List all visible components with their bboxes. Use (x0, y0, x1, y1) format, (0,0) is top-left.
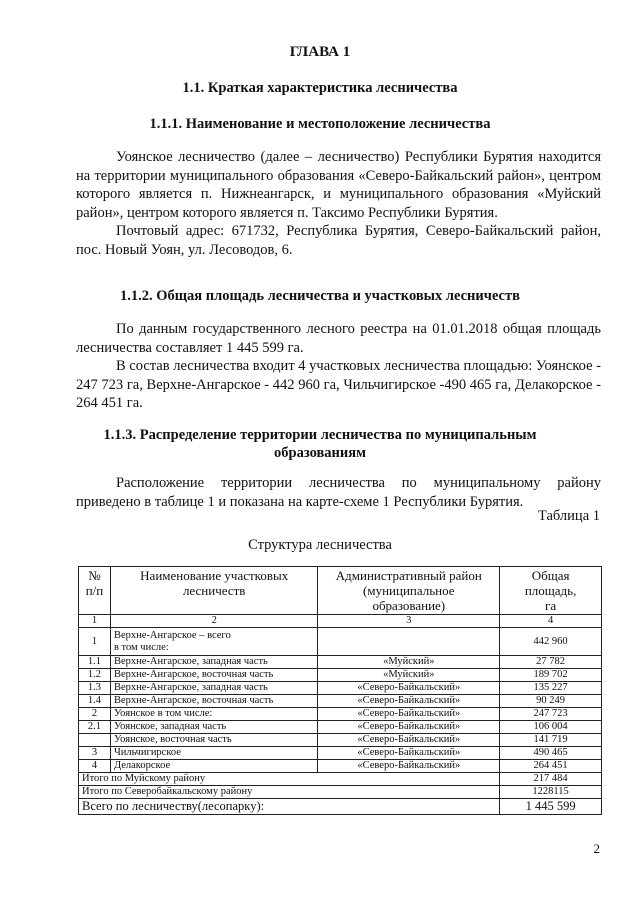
table-row: 1.4 Верхне-Ангарское, восточная часть «Северо-Байкальский» 90 249 (79, 695, 602, 708)
table-row: 3 Чильчигирское «Северо-Байкальский» 490 465 (79, 747, 602, 760)
area-paragraphs (76, 320, 601, 413)
grand-total-row: Всего по лесничеству(лесопарку): 1 445 599 (79, 799, 602, 815)
section-heading-1-1-3-line1: 1.1.3. Распределение территории лесничества по муниципальным (103, 427, 537, 443)
header-num: № п/п (79, 567, 111, 615)
district-areas-paragraph: В состав лесничества входит 4 участковых лесничества площадью: Уоянское - 247 723 га, Верхне-Ангарское - 442 960 га, Чильчигирское -490 465 га, Делакорское - 264 451 га. (76, 358, 601, 411)
table-row: 4 Делакорское «Северо-Байкальский» 264 451 (79, 760, 602, 773)
section-heading-1-1-3 (0, 426, 640, 462)
header-name: Наименование участковых лесничеств (110, 567, 318, 615)
distribution-paragraph: Расположение территории лесничества по муниципальному району приведено в таблице 1 и показана на карте-схеме 1 Республики Бурятия. (76, 475, 601, 510)
table-row: 2.1 Уоянское, западная часть «Северо-Байкальский» 106 004 (79, 721, 602, 734)
forestry-structure-table (78, 566, 602, 815)
table-header-row (79, 567, 602, 615)
section-heading-1-1: 1.1. Краткая характеристика лесничества (182, 80, 458, 96)
table-label: Таблица 1 (537, 508, 600, 524)
table-caption: Структура лесничества (248, 537, 392, 553)
location-paragraph: Уоянское лесничество (далее – лесничество) Республики Бурятия находится на территории муниципального образования «Северо-Байкальский район», центром которого является п. Нижнеангарск, и муниципального образования «Муйский район», центром которого является п. Таксимо Республики Бурятия. (76, 149, 601, 221)
location-paragraphs (76, 148, 601, 259)
section-heading-1-1-3-line2: образованиям (274, 445, 366, 461)
total-area-paragraph: По данным государственного лесного реестра на 01.01.2018 общая площадь лесничества составляет 1 445 599 га. (76, 321, 601, 356)
total-row-muya: Итого по Муйскому району 217 484 (79, 773, 602, 786)
table-row: 1.2 Верхне-Ангарское, восточная часть «Муйский» 189 702 (79, 669, 602, 682)
total-row-severobaikalsk: Итого по Северобайкальскому району 1228115 (79, 786, 602, 799)
chapter-title: ГЛАВА 1 (289, 44, 351, 60)
distribution-paragraph-block (76, 474, 601, 511)
table-row: Уоянское, восточная часть «Северо-Байкальский» 141 719 (79, 734, 602, 747)
header-area: Общая площадь, га (500, 567, 602, 615)
section-heading-1-1-1: 1.1.1. Наименование и местоположение лесничества (149, 116, 491, 132)
table-row: 2 Уоянское в том числе: «Северо-Байкальский» 247 723 (79, 708, 602, 721)
section-heading-1-1-2: 1.1.2. Общая площадь лесничества и участковых лесничеств (120, 288, 520, 304)
table-row: 1 Верхне-Ангарское – всего в том числе: 442 960 (79, 628, 602, 656)
table-row: 1.3 Верхне-Ангарское, западная часть «Северо-Байкальский» 135 227 (79, 682, 602, 695)
page-number: 2 (593, 841, 600, 856)
table-row: 1.1 Верхне-Ангарское, западная часть «Муйский» 27 782 (79, 656, 602, 669)
header-admin: Административный район (муниципальное образование) (318, 567, 500, 615)
postal-address-paragraph: Почтовый адрес: 671732, Республика Бурятия, Северо-Байкальский район, пос. Новый Уоян, ул. Лесоводов, 6. (76, 223, 601, 258)
column-number-row: 1 2 3 4 (79, 615, 602, 628)
